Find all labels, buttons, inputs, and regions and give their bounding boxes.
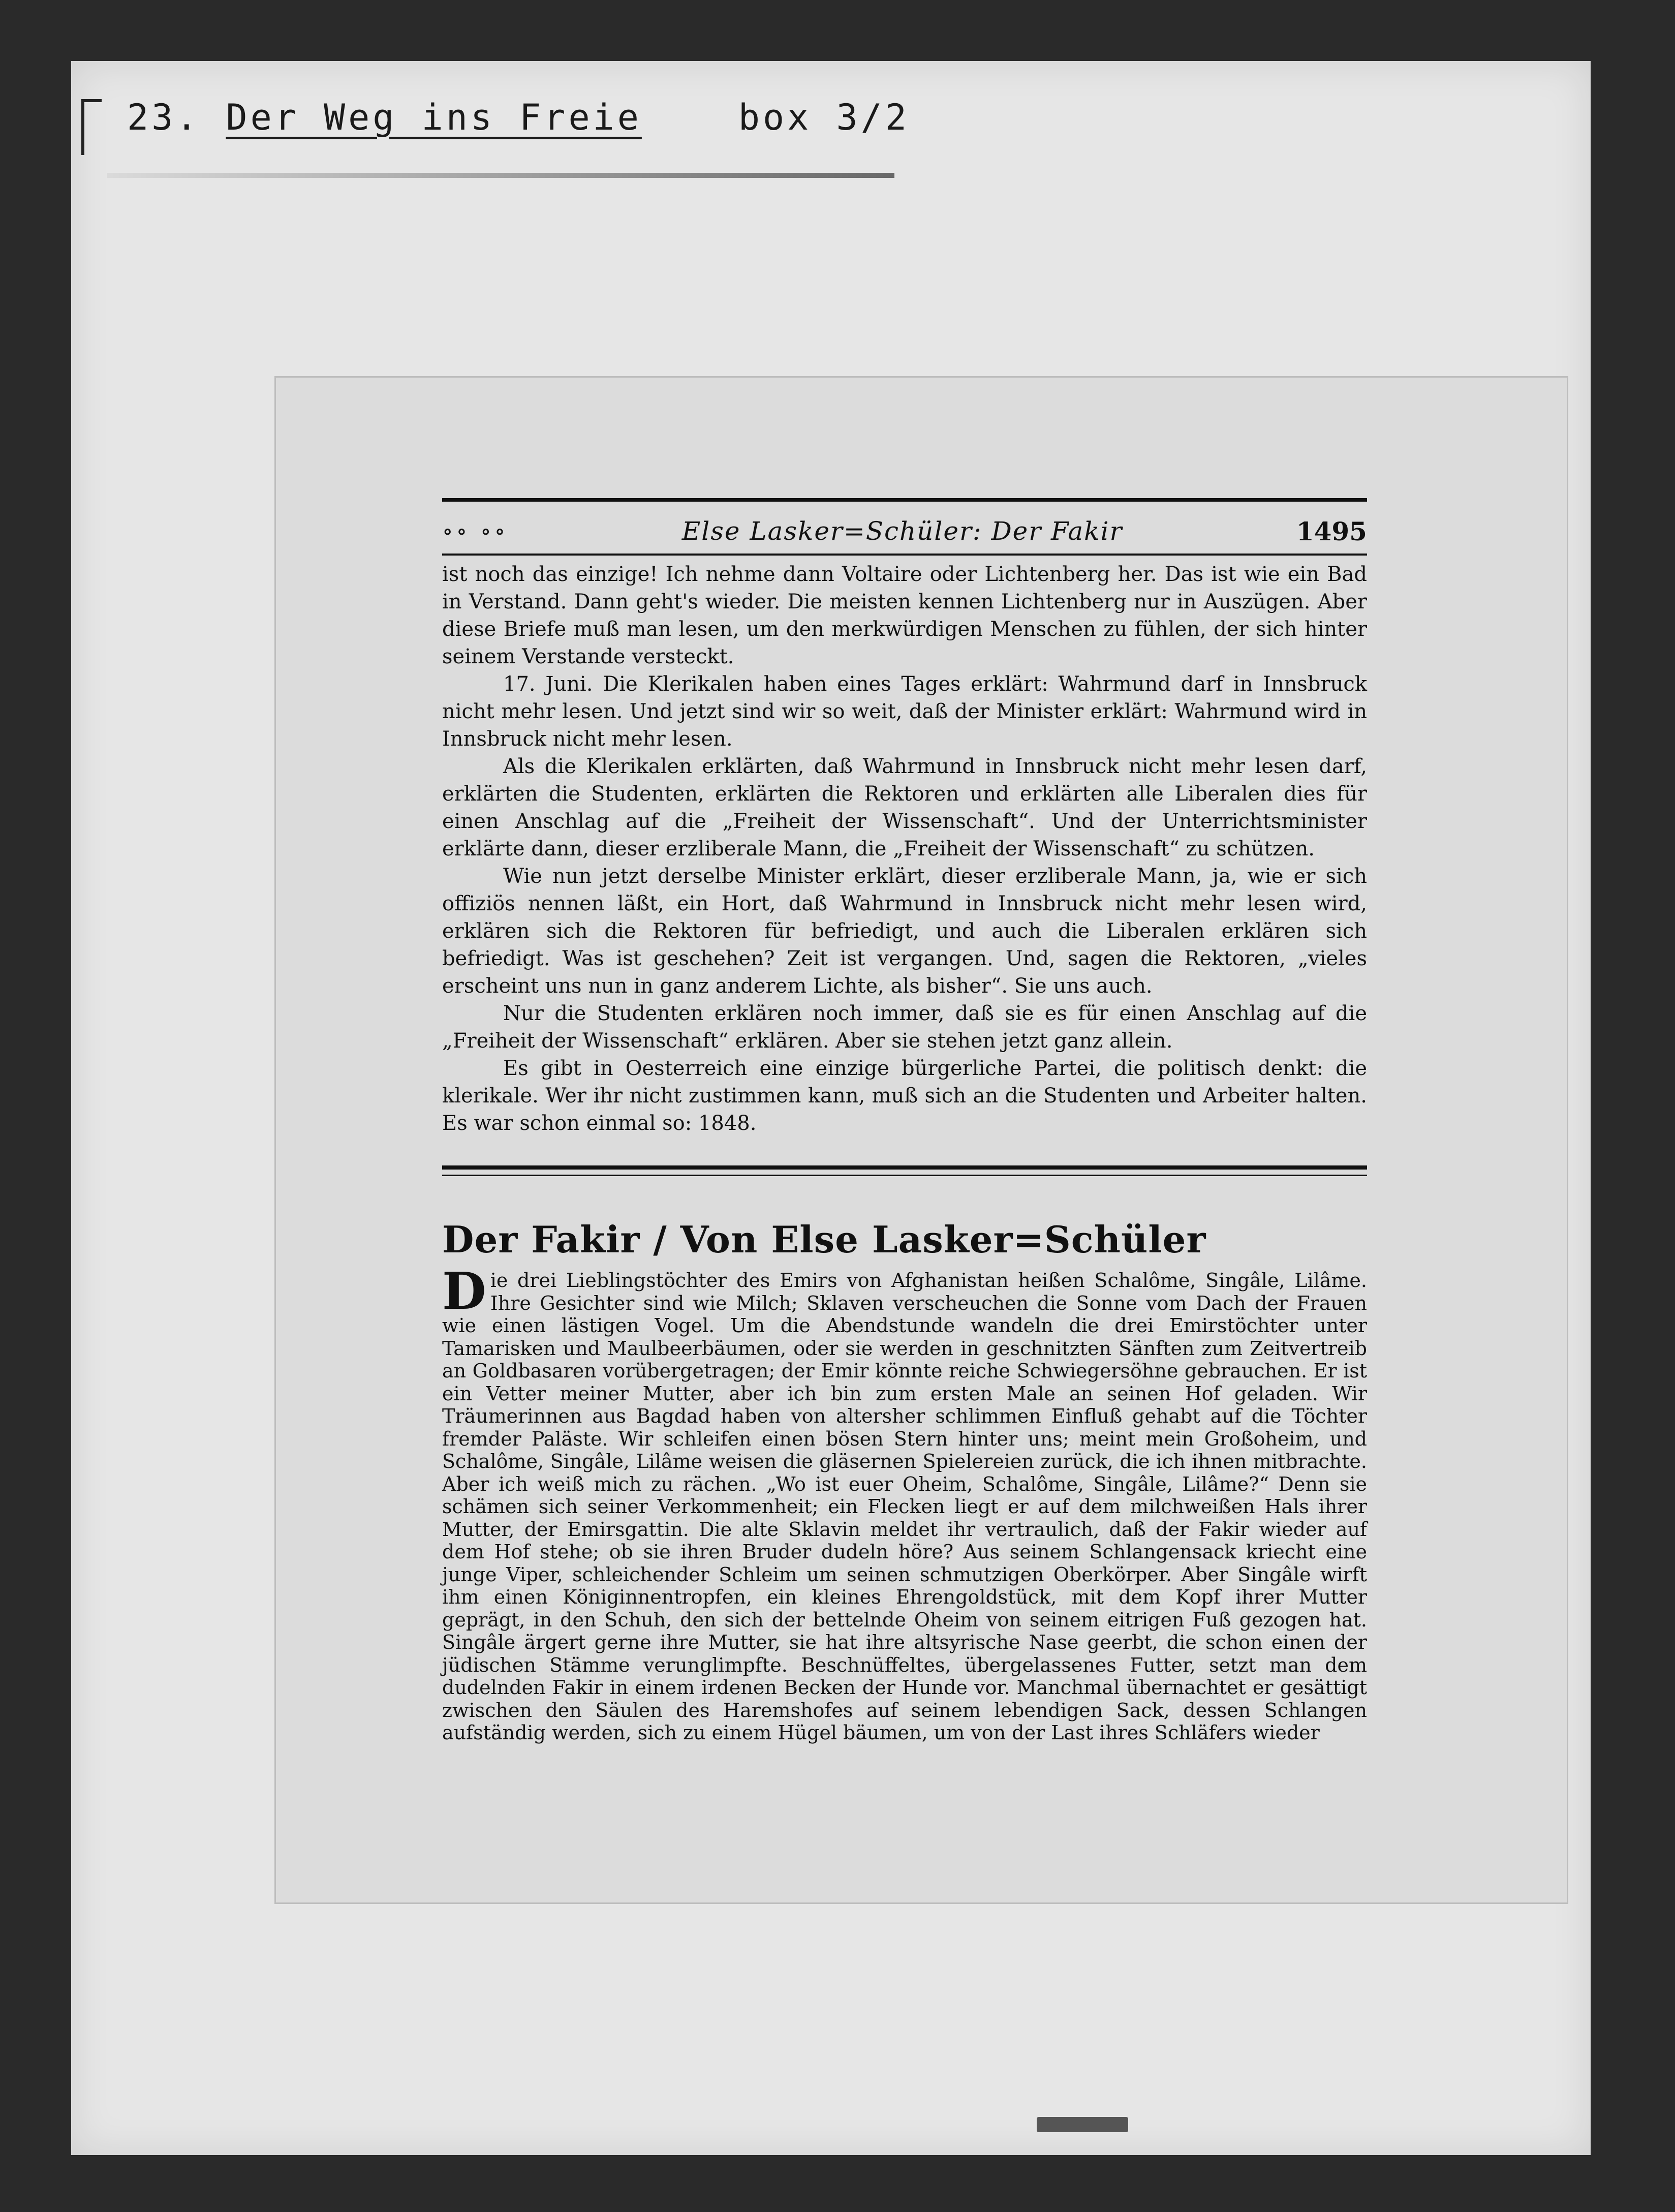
article-text: ie drei Lieblingstöchter des Emirs von Afghanistan heißen Schalôme, Singâle, Lilâme. Ihre Gesichter sind wie Milch; Sklaven verscheuchen die Sonne vom Dach der Frauen wie einen lästigen Vogel. Um die Abendstunde wandeln die drei Emirstöchter unter Tamarisken und Maulbeerbäumen, oder sie werden in geschnitzten Sänften zum Zeitvertreib an Goldbasaren vorübergetragen; der Emir könnte reiche Schwiegersöhne gebrauchen. Er ist ein Vetter meiner Mutter, aber ich bin zum ersten Male an seinen Hof geladen. Wir Träumerinnen aus Bagdad haben von altersher schlimmen Einfluß gehabt auf die Töchter fremder Paläste. Wir schleifen einen bösen Stern hinter uns; meint mein Großoheim, und Schalôme, Singâle, Lilâme weisen die gläsernen Spielereien zurück, die ich ihnen mitbrachte. Aber ich weiß mich zu rächen. „Wo ist euer Oheim, Schalôme, Singâle, Lilâme?“ Denn sie schämen sich seiner Verkommenheit; ein Flecken liegt er auf dem milchweißen Hals ihrer Mutter, der Emirsgattin. Die alte Sklavin meldet ihr vertraulich, daß der Fakir wieder auf dem Hof stehe; ob sie ihren Bruder dudeln höre? Aus seinem Schlangensack kriecht eine junge Viper, schleichender Schleim um seinen schmutzigen Oberkörper. Aber Singâle wirft ihm einen Königinnentropfen, ein kleines Ehrengoldstück, mit dem Kopf ihrer Mutter geprägt, in den Schuh, den sich der bettelnde Oheim von seinem eitrigen Fuß gezogen hat. Singâle ärgert gerne ihre Mutter, sie hat ihre altsyrische Nase geerbt, die schon einen der jüdischen Stämme verunglimpfte. Beschnüffeltes, übergelassenes Futter, setzt man dem dudelnden Fakir in einem irdenen Becken der Hunde vor. Manchmal übernachtet er gesättigt zwischen den Säulen des Haremshofes auf seinem lebendigen Sack, dessen Schlangen aufständig werden, sich zu einem Hügel bäumen, um von der Last ihres Schläfers wieder xyxy=(442,1269,1367,1744)
paragraph: ist noch das einzige! Ich nehme dann Voltaire oder Lichtenberg her. Das ist wie ein Bad in Verstand. Dann geht's wieder. Die meisten kennen Lichtenberg nur in Auszügen. Aber diese Briefe muß man lesen, um den merkwürdigen Menschen zu fühlen, der sich hinter seinem Verstande versteckt. xyxy=(442,563,1367,668)
head-rule xyxy=(442,554,1367,556)
binder-clip xyxy=(1037,2117,1128,2132)
drop-cap: D xyxy=(442,1261,486,1321)
label-number: 23. xyxy=(127,97,201,138)
paragraph: Nur die Studenten erklären noch immer, daß sie es für einen Anschlag auf die „Freiheit der Wissenschaft“ erklären. Aber sie stehen jetzt ganz allein. xyxy=(442,1002,1367,1053)
label-bracket xyxy=(81,99,84,155)
paragraph: 17. Juni. Die Klerikalen haben eines Tages erklärt: Wahrmund darf in Innsbruck nicht mehr lesen. Und jetzt sind wir so weit, daß der Minister erklärt: Wahrmund wird in Innsbruck nicht mehr lesen. xyxy=(442,672,1367,751)
paragraph: Als die Klerikalen erklärten, daß Wahrmund in Innsbruck nicht mehr lesen darf, erklärten die Studenten, erklärten die Rektoren und erklärten alle Liberalen dies für einen Anschlag auf die „Freiheit der Wissenschaft“. Und der Unterrichtsminister erklärte dann, dieser erzliberale Mann, die „Freiheit der Wissenschaft“ zu schützen. xyxy=(442,755,1367,861)
label-rule xyxy=(107,173,894,178)
clipping-page xyxy=(442,498,1367,1744)
article-continuation xyxy=(442,561,1367,1137)
label-bracket-top xyxy=(81,99,102,102)
article-title: Der Fakir / Von Else Lasker=Schüler xyxy=(442,1218,1206,1261)
label-title: Der Weg ins Freie xyxy=(226,97,642,138)
ornament: ∘∘ ∘∘ xyxy=(442,518,509,544)
running-head-title: Else Lasker=Schüler: Der Fakir xyxy=(681,516,1123,546)
page-number: 1495 xyxy=(1296,516,1367,546)
paragraph: Wie nun jetzt derselbe Minister erklärt, dieser erzliberale Mann, ja, wie er sich offiziös nennen läßt, ein Hort, daß Wahrmund in Innsbruck nicht mehr lesen wird, erklären sich die Rektoren für befriedigt, und auch die Liberalen erklären sich befriedigt. Was ist geschehen? Zeit ist vergangen. Und, sagen die Rektoren, „vieles erscheint uns nun in ganz anderem Lichte, als bisher“. Sie uns auch. xyxy=(442,865,1367,998)
paragraph: Es gibt in Oesterreich eine einzige bürgerliche Partei, die politisch denkt: die klerikale. Wer ihr nicht zustimmen kann, muß sich an die Studenten und Arbeiter halten. Es war schon einmal so: 1848. xyxy=(442,1057,1367,1135)
article-body xyxy=(442,1261,1367,1744)
archive-label xyxy=(127,97,910,138)
running-head xyxy=(442,498,1367,551)
section-divider xyxy=(442,1165,1367,1176)
label-box: box 3/2 xyxy=(738,97,910,138)
